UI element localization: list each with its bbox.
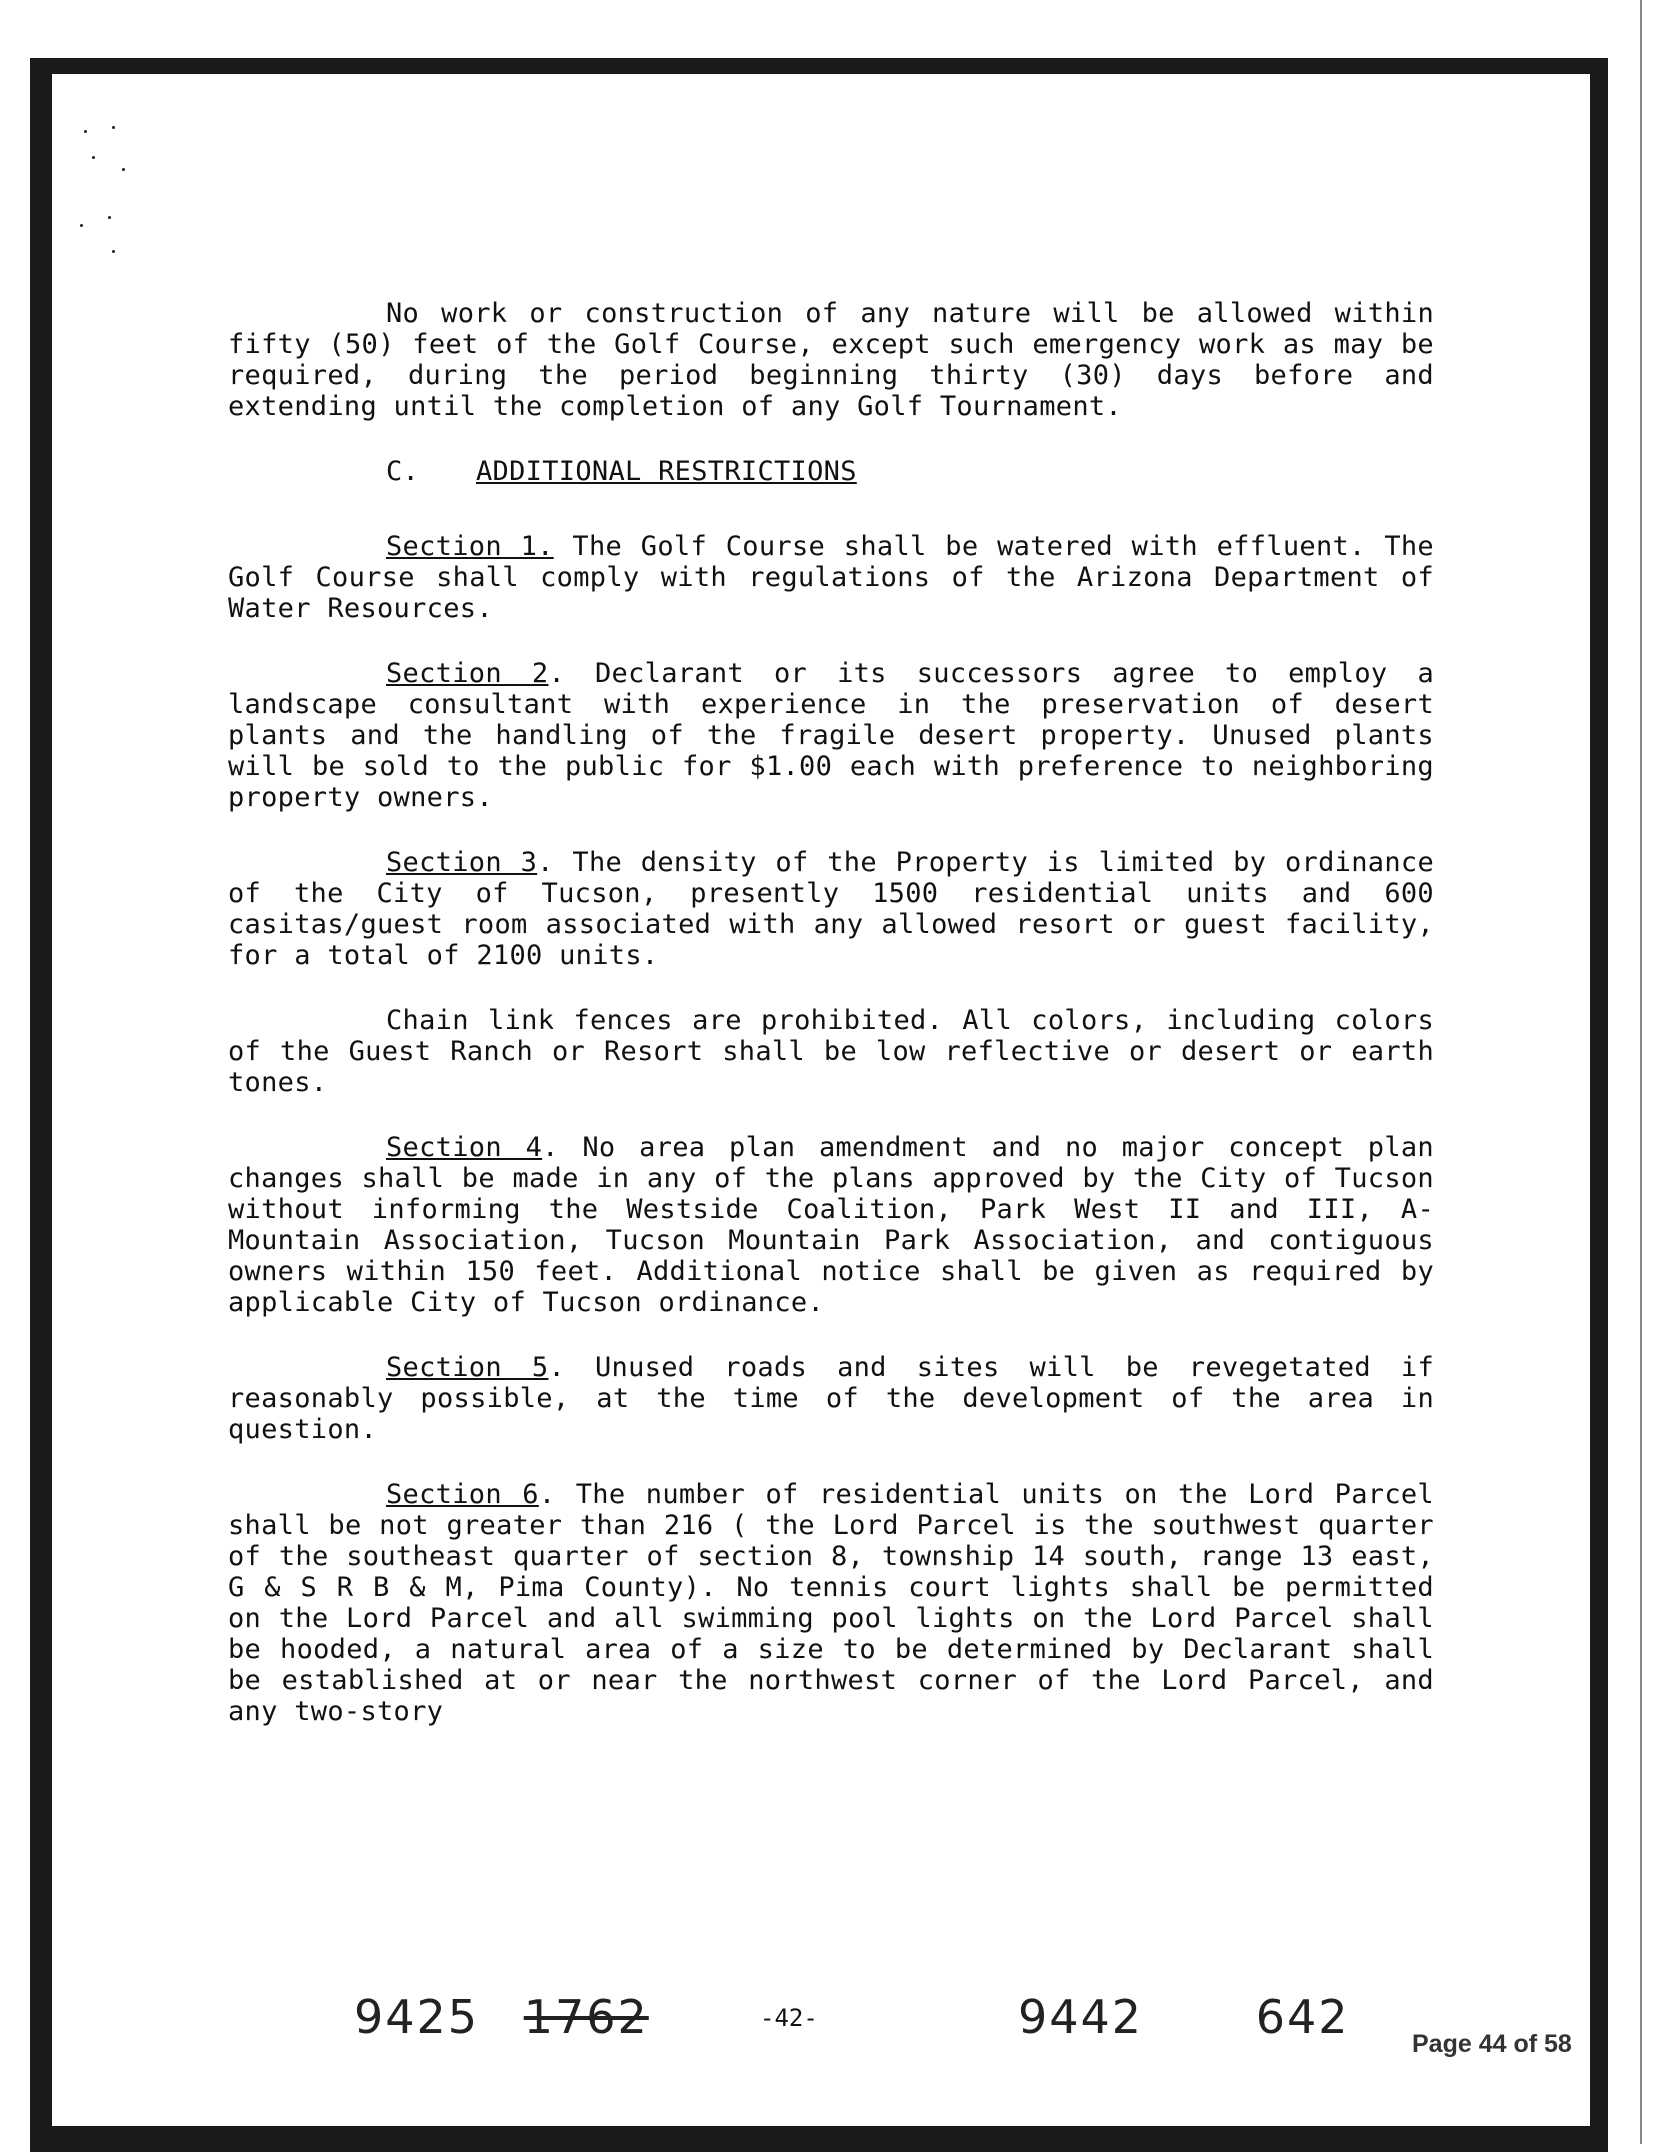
page-number: -42-	[760, 2004, 818, 2032]
scanner-edge-line	[1640, 0, 1642, 2144]
section-4-text: . No area plan amendment and no major concept plan changes shall be made in any of the plans approved by the City of Tucson without informing the Westside Coalition, Park West II and III, A-Mountain Association, Tucson Mountain Park Association, and contiguous owners within 150 feet. Additional notice shall be given as required by applicable City of Tucson ordinance.	[228, 1132, 1434, 1318]
handwritten-book-ref-right	[1018, 1990, 1350, 2050]
document-body	[228, 298, 1434, 1761]
page-count-label: Page 44 of 58	[1408, 2028, 1576, 2061]
section-3-label: Section 3	[386, 847, 538, 878]
section-5-label: Section 5	[386, 1352, 549, 1383]
section-1-text: The Golf Course shall be watered with effluent. The Golf Course shall comply with regulations of the Arizona Department of Water Resources.	[228, 531, 1434, 624]
section-heading	[386, 456, 1434, 487]
section-2-text: . Declarant or its successors agree to employ a landscape consultant with experience in the preservation of desert plants and the handling of the fragile desert property. Unused plants will be sold to the public for $1.00 each with preference to neighboring property owners.	[228, 658, 1434, 813]
section-3	[228, 847, 1434, 971]
handwritten-left-b: 1762	[523, 1990, 649, 2044]
heading-title: ADDITIONAL RESTRICTIONS	[476, 456, 857, 487]
handwritten-left-a: 9425	[354, 1990, 480, 2044]
handwritten-right-a: 9442	[1018, 1990, 1144, 2044]
section-2-label: Section 2	[386, 658, 549, 689]
handwritten-book-ref-left	[354, 1990, 649, 2050]
handwritten-right-b: 642	[1255, 1990, 1350, 2044]
section-6-label: Section 6	[386, 1479, 539, 1510]
section-5-text: . Unused roads and sites will be revegetated if reasonably possible, at the time of the development of the area in question.	[228, 1352, 1434, 1445]
section-2	[228, 658, 1434, 813]
section-3-text: . The density of the Property is limited by ordinance of the City of Tucson, presently 1500 residential units and 600 casitas/guest room associated with any allowed resort or guest facility, for a total of 2100 units.	[228, 847, 1434, 971]
section-6	[228, 1479, 1434, 1727]
section-6-text: . The number of residential units on the Lord Parcel shall be not greater than 216 ( the Lord Parcel is the southwest quarter of the southeast quarter of section 8, township 14 south, range 13 east, G & S R B & M, Pima County). No tennis court lights shall be permitted on the Lord Parcel and all swimming pool lights on the Lord Parcel shall be hooded, a natural area of a size to be determined by Declarant shall be established at or near the northwest corner of the Lord Parcel, and any two-story	[228, 1479, 1434, 1727]
scan-specks	[72, 120, 172, 270]
section-1	[228, 531, 1434, 624]
paragraph-chain-link: Chain link fences are prohibited. All colors, including colors of the Guest Ranch or Resort shall be low reflective or desert or earth tones.	[228, 1005, 1434, 1098]
paragraph-golf-tournament: No work or construction of any nature will be allowed within fifty (50) feet of the Golf Course, except such emergency work as may be required, during the period beginning thirty (30) days before and extending until the completion of any Golf Tournament.	[228, 298, 1434, 422]
section-4-label: Section 4	[386, 1132, 543, 1163]
section-1-label: Section 1.	[386, 531, 554, 562]
heading-letter: C.	[386, 456, 420, 487]
section-4	[228, 1132, 1434, 1318]
section-5	[228, 1352, 1434, 1445]
